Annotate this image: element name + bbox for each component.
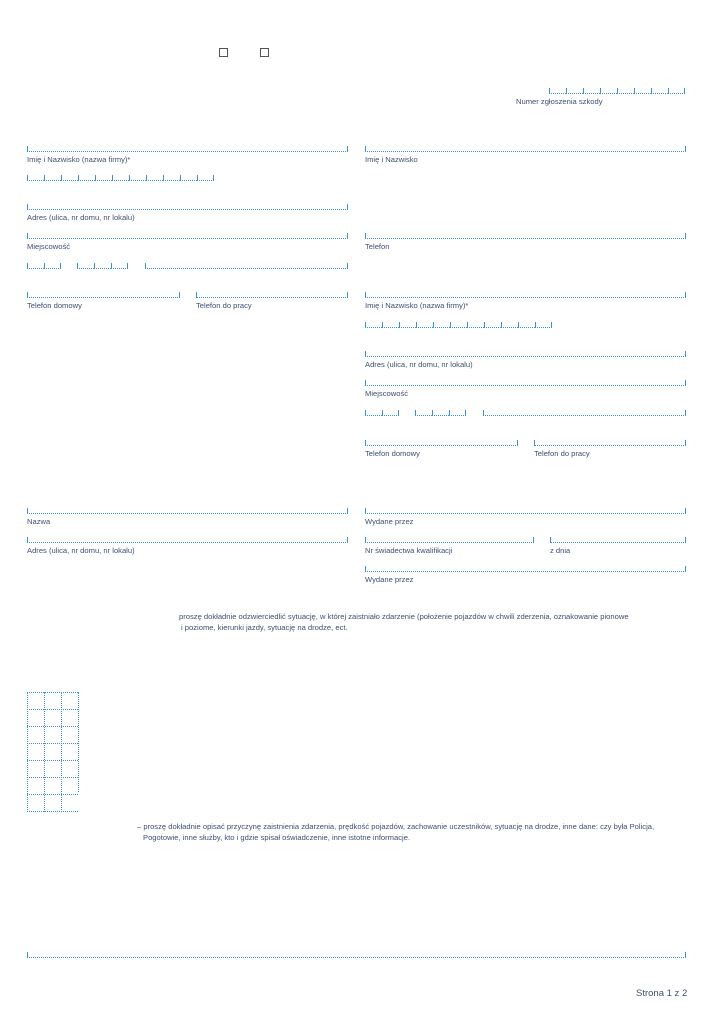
right-owner-id-field[interactable] xyxy=(365,322,552,328)
right-owner-home-phone-field[interactable] xyxy=(365,440,518,446)
left-owner-address-label: Adres (ulica, nr domu, nr lokalu) xyxy=(27,213,135,222)
insurer-address-field[interactable] xyxy=(27,537,348,543)
license-issued-by-field[interactable] xyxy=(365,508,686,514)
certificate-number-label: Nr świadectwa kwalifikacji xyxy=(365,546,453,555)
sketch-legend-grid[interactable] xyxy=(27,692,78,812)
left-owner-city-field[interactable] xyxy=(27,233,348,239)
left-owner-work-phone-label: Telefon do pracy xyxy=(196,301,252,310)
insurer-name-label: Nazwa xyxy=(27,517,51,526)
insurer-address-label: Adres (ulica, nr domu, nr lokalu) xyxy=(27,546,135,555)
sketch-instruction xyxy=(179,611,659,633)
right-driver-phone-field[interactable] xyxy=(365,233,686,239)
certificate-number-field[interactable] xyxy=(365,537,534,543)
insurer-name-field[interactable] xyxy=(27,508,348,514)
description-instruction-line-2: Pogotowie, inne służby, kto i gdzie spisał oświadczenie, inne istotne informacje. xyxy=(143,833,411,842)
left-owner-id-field[interactable] xyxy=(27,175,214,181)
sketch-instruction-line-1: proszę dokładnie odzwierciedlić sytuację, w której zaistniało zdarzenie (położenie pojazdów w chwili zderzenia, oznakowanie pionowe xyxy=(179,612,629,621)
right-owner-city-label: Miejscowość xyxy=(365,389,409,398)
page-number: Strona 1 z 2 xyxy=(636,988,688,999)
description-instruction-line-1: – proszę dokładnie opisać przyczynę zaistnienia zdarzenia, prędkość pojazdów, zachowanie uczestników, sytuację na drodze, inne dane: czy była Policja, xyxy=(137,822,655,831)
left-owner-name-field[interactable] xyxy=(27,146,348,152)
right-driver-phone-label: Telefon xyxy=(365,242,390,251)
right-owner-home-phone-label: Telefon domowy xyxy=(365,449,420,458)
claim-number-field[interactable] xyxy=(549,88,685,94)
right-owner-work-phone-label: Telefon do pracy xyxy=(534,449,590,458)
right-owner-work-phone-field[interactable] xyxy=(534,440,686,446)
left-owner-work-phone-field[interactable] xyxy=(196,292,348,298)
left-owner-postal-code-a[interactable] xyxy=(27,263,61,269)
left-owner-address-field[interactable] xyxy=(27,204,348,210)
checkbox-option-1[interactable] xyxy=(219,48,228,57)
right-owner-city-field[interactable] xyxy=(365,380,686,386)
certificate-date-field[interactable] xyxy=(550,537,686,543)
right-owner-name-label: Imię i Nazwisko (nazwa firmy)* xyxy=(365,301,469,310)
right-owner-address-label: Adres (ulica, nr domu, nr lokalu) xyxy=(365,360,473,369)
left-owner-home-phone-field[interactable] xyxy=(27,292,180,298)
left-owner-home-phone-label: Telefon domowy xyxy=(27,301,82,310)
certificate-issued-by-label: Wydane przez xyxy=(365,575,414,584)
right-owner-address-field[interactable] xyxy=(365,351,686,357)
left-owner-city-label: Miejscowość xyxy=(27,242,71,251)
right-owner-name-field[interactable] xyxy=(365,292,686,298)
right-owner-postal-code-a[interactable] xyxy=(365,410,399,416)
left-owner-name-label: Imię i Nazwisko (nazwa firmy)* xyxy=(27,155,131,164)
description-field[interactable] xyxy=(27,952,686,958)
claim-number-label: Numer zgłoszenia szkody xyxy=(516,97,603,106)
right-driver-name-field[interactable] xyxy=(365,146,686,152)
checkbox-option-2[interactable] xyxy=(260,48,269,57)
description-instruction xyxy=(137,821,687,843)
right-owner-post-office-field[interactable] xyxy=(483,410,686,416)
certificate-issued-by-field[interactable] xyxy=(365,566,686,572)
right-owner-postal-code-b[interactable] xyxy=(415,410,466,416)
right-driver-name-label: Imię i Nazwisko xyxy=(365,155,418,164)
left-owner-post-office-field[interactable] xyxy=(145,263,348,269)
left-owner-postal-code-b[interactable] xyxy=(77,263,128,269)
license-issued-by-label: Wydane przez xyxy=(365,517,414,526)
certificate-date-label: z dnia xyxy=(550,546,571,555)
sketch-instruction-line-2: i poziome, kierunki jazdy, sytuację na drodze, ect. xyxy=(181,623,348,632)
